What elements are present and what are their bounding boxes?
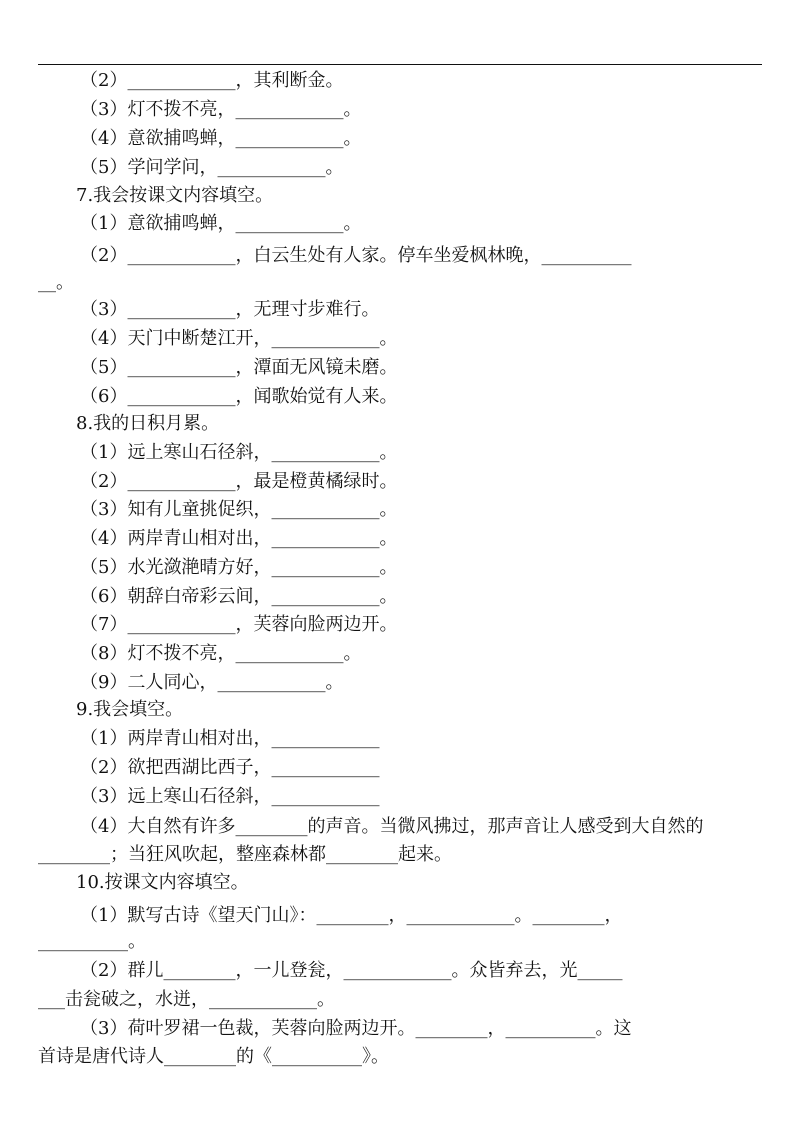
section-9-heading: 9.我会填空。 <box>76 699 184 720</box>
s9-item-2: （2）欲把西湖比西子，____________ <box>80 757 380 778</box>
section-8-heading: 8.我的日积月累。 <box>76 413 220 434</box>
s8-item-5: （5）水光潋滟晴方好，____________。 <box>80 557 398 578</box>
header-rule <box>38 64 762 65</box>
s8-item-4: （4）两岸青山相对出，____________。 <box>80 528 398 549</box>
fill-blank-2: （2）____________，其利断金。 <box>80 70 344 91</box>
s7-item-2-continued: __。 <box>38 272 74 293</box>
s7-item-5: （5）____________，潭面无风镜未磨。 <box>80 357 398 378</box>
s8-item-2: （2）____________，最是橙黄橘绿时。 <box>80 471 398 492</box>
section-7-heading: 7.我会按课文内容填空。 <box>76 185 274 206</box>
s10-item-2: （2）群儿________，一儿登瓮，____________。众皆弃去，光_____ <box>80 960 623 981</box>
s10-item-3: （3）荷叶罗裙一色裁，芙蓉向脸两边开。________，__________。这 <box>80 1018 632 1039</box>
s7-item-4: （4）天门中断楚江开，____________。 <box>80 328 398 349</box>
s8-item-7: （7）____________，芙蓉向脸两边开。 <box>80 614 398 635</box>
s7-item-1: （1）意欲捕鸣蝉，____________。 <box>80 213 362 234</box>
fill-blank-5: （5）学问学问，____________。 <box>80 157 344 178</box>
s8-item-8: （8）灯不拨不亮，____________。 <box>80 643 362 664</box>
s10-item-3-continued: 首诗是唐代诗人________的《__________》。 <box>38 1046 389 1067</box>
s8-item-1: （1）远上寒山石径斜，____________。 <box>80 442 398 463</box>
s10-item-2-continued: ___击瓮破之，水迸，____________。 <box>38 989 335 1010</box>
s9-item-1: （1）两岸青山相对出，____________ <box>80 728 380 749</box>
s10-item-1: （1）默写古诗《望天门山》：________，____________。________， <box>80 905 623 926</box>
s9-item-3: （3）远上寒山石径斜，____________ <box>80 786 380 807</box>
s9-item-4-continued: ________；当狂风吹起，整座森林都________起来。 <box>38 844 452 865</box>
s8-item-3: （3）知有儿童挑促织，____________。 <box>80 499 398 520</box>
fill-blank-4: （4）意欲捕鸣蝉，____________。 <box>80 128 362 149</box>
s7-item-2: （2）____________，白云生处有人家。停车坐爱枫林晚，__________ <box>80 245 632 266</box>
s8-item-6: （6）朝辞白帝彩云间，____________。 <box>80 586 398 607</box>
s9-item-4: （4）大自然有许多________的声音。当微风拂过，那声音让人感受到大自然的 <box>80 816 704 837</box>
fill-blank-3: （3）灯不拨不亮，____________。 <box>80 99 362 120</box>
s10-item-1-continued: __________。 <box>38 931 146 952</box>
s8-item-9: （9）二人同心，____________。 <box>80 672 344 693</box>
section-10-heading: 10.按课文内容填空。 <box>76 872 249 893</box>
s7-item-6: （6）____________，闻歌始觉有人来。 <box>80 386 398 407</box>
s7-item-3: （3）____________，无理寸步难行。 <box>80 299 380 320</box>
